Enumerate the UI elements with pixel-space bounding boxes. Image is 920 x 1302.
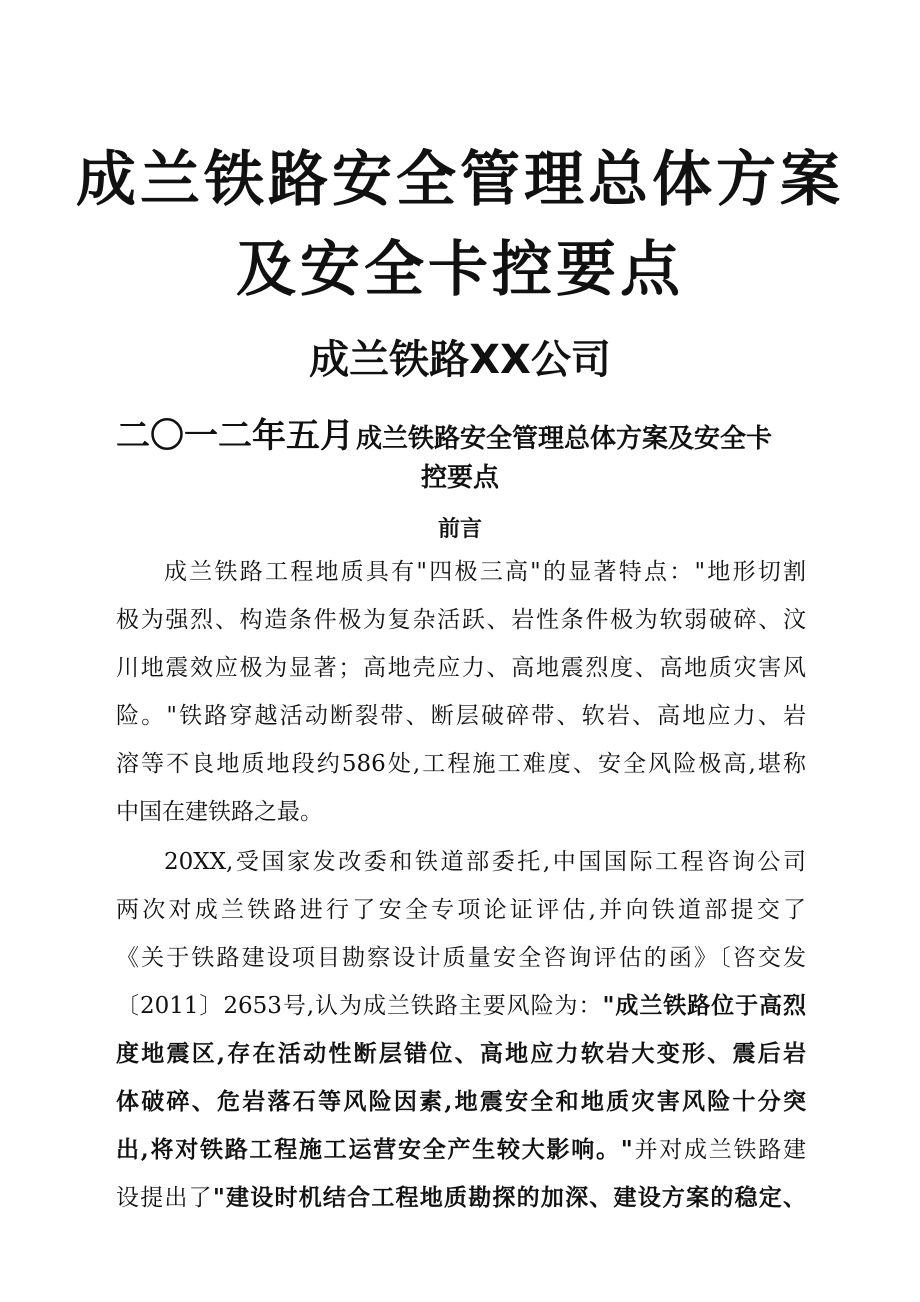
- document-title-line2: 及安全卡控要点: [236, 235, 684, 305]
- subtitle-part2: 控要点: [420, 463, 499, 493]
- company-name: 成兰铁路XX公司: [309, 337, 611, 383]
- para2-line7-normal: 并对成兰铁路建: [632, 1137, 806, 1163]
- para2-line8-bold: "建设时机结合工程地质勘探的加深、建设方案的稳定、: [212, 1184, 806, 1211]
- para1-line1: 成兰铁路工程地质具有"四极三高"的显著特点："地形切割: [164, 559, 806, 585]
- preface-heading: 前言: [437, 517, 482, 542]
- para2-line4-normal: 〔2011〕2653号,认为成兰铁路主要风险为：: [116, 993, 603, 1019]
- para2-line4-bold: "成兰铁路位于高烈: [602, 992, 806, 1019]
- para2-line7-bold: 出,将对铁路工程施工运营安全产生较大影响。": [116, 1136, 633, 1163]
- para1-line4: 险。"铁路穿越活动断裂带、断层破碎带、软岩、高地应力、岩: [116, 703, 806, 729]
- para2-line6: 体破碎、危岩落石等风险因素,地震安全和地质灾害风险十分突: [116, 1088, 806, 1115]
- date-subtitle-line: [116, 408, 816, 457]
- para1-line6: 中国在建铁路之最。: [116, 799, 323, 825]
- para2-line8-normal: 设提出了: [116, 1185, 213, 1211]
- para1-line3: 川地震效应极为显著；高地壳应力、高地震烈度、高地质灾害风: [116, 655, 806, 681]
- para2-line3: 《关于铁路建设项目勘察设计质量安全咨询评估的函》〔咨交发: [116, 945, 806, 971]
- para2-line5: 度地震区,存在活动性断层错位、高地应力软岩大变形、震后岩: [116, 1040, 806, 1067]
- para2-line1: 20XX,受国家发改委和铁道部委托,中国国际工程咨询公司: [164, 849, 806, 875]
- para1-line2: 极为强烈、构造条件极为复杂活跃、岩性条件极为软弱破碎、汶: [116, 607, 806, 633]
- para1-line5: 溶等不良地质地段约586处,工程施工难度、安全风险极高,堪称: [116, 751, 806, 777]
- para2-line2: 两次对成兰铁路进行了安全专项论证评估,并向铁道部提交了: [116, 897, 806, 923]
- para2-line4: [116, 987, 806, 1020]
- para2-line7: [116, 1131, 806, 1164]
- subtitle-part1: 成兰铁路安全管理总体方案及安全卡: [356, 424, 773, 454]
- para2-line8: [116, 1179, 806, 1212]
- document-title-line1: 成兰铁路安全管理总体方案: [76, 145, 844, 215]
- document-date: 二〇一二年五月: [116, 416, 354, 456]
